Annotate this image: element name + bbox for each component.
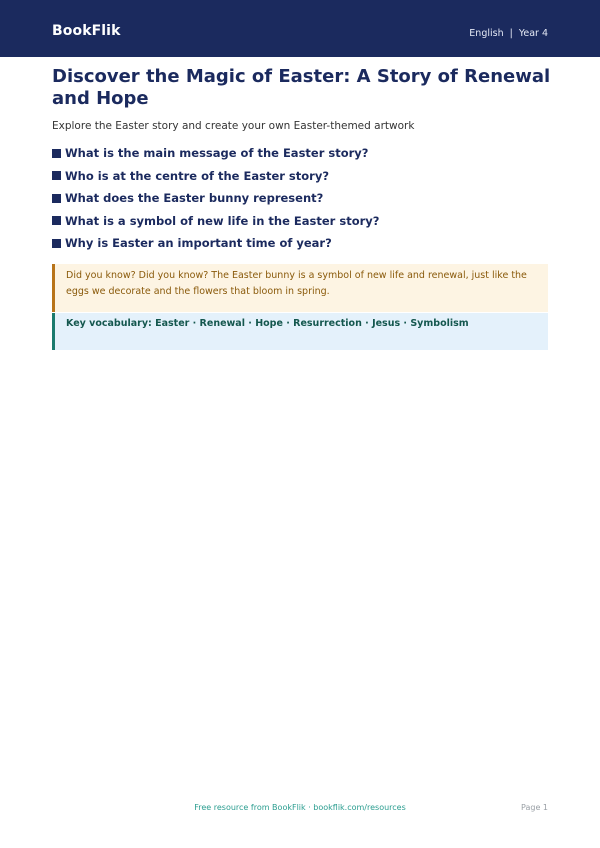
year-label: Year 4 [518, 28, 548, 39]
question-text: Why is Easter an important time of year? [65, 236, 332, 251]
key-vocabulary-box: Key vocabulary: Easter · Renewal · Hope · Resurrection · Jesus · Symbolism [52, 313, 548, 350]
question-item [52, 142, 552, 165]
question-item [52, 187, 552, 210]
question-text: What does the Easter bunny represent? [65, 191, 324, 206]
question-text: What is a symbol of new life in the Easter story? [65, 213, 380, 228]
page-number: Page 1 [521, 803, 548, 812]
did-you-know-callout: Did you know? Did you know? The Easter bunny is a symbol of new life and renewal, just like the eggs we decorate and the flowers that bloom in spring. [52, 264, 548, 312]
square-bullet-icon [52, 149, 61, 158]
subject-label: English [469, 28, 504, 39]
brand-logo[interactable]: BookFlik [52, 23, 121, 39]
question-text: What is the main message of the Easter story? [65, 146, 369, 161]
question-item [52, 210, 552, 233]
page-subtitle: Explore the Easter story and create your own Easter-themed artwork [52, 120, 415, 132]
header-bar [0, 0, 600, 57]
header-meta [469, 28, 548, 39]
question-item [52, 232, 552, 255]
question-text: Who is at the centre of the Easter story? [65, 168, 330, 183]
meta-separator: | [509, 28, 513, 39]
page-title: Discover the Magic of Easter: A Story of Renewal and Hope [52, 66, 551, 109]
question-list [52, 142, 552, 255]
square-bullet-icon [52, 216, 61, 225]
square-bullet-icon [52, 194, 61, 203]
footer-resource-link[interactable]: Free resource from BookFlik · bookflik.com/resources [194, 803, 406, 812]
square-bullet-icon [52, 171, 61, 180]
question-item [52, 165, 552, 188]
square-bullet-icon [52, 239, 61, 248]
